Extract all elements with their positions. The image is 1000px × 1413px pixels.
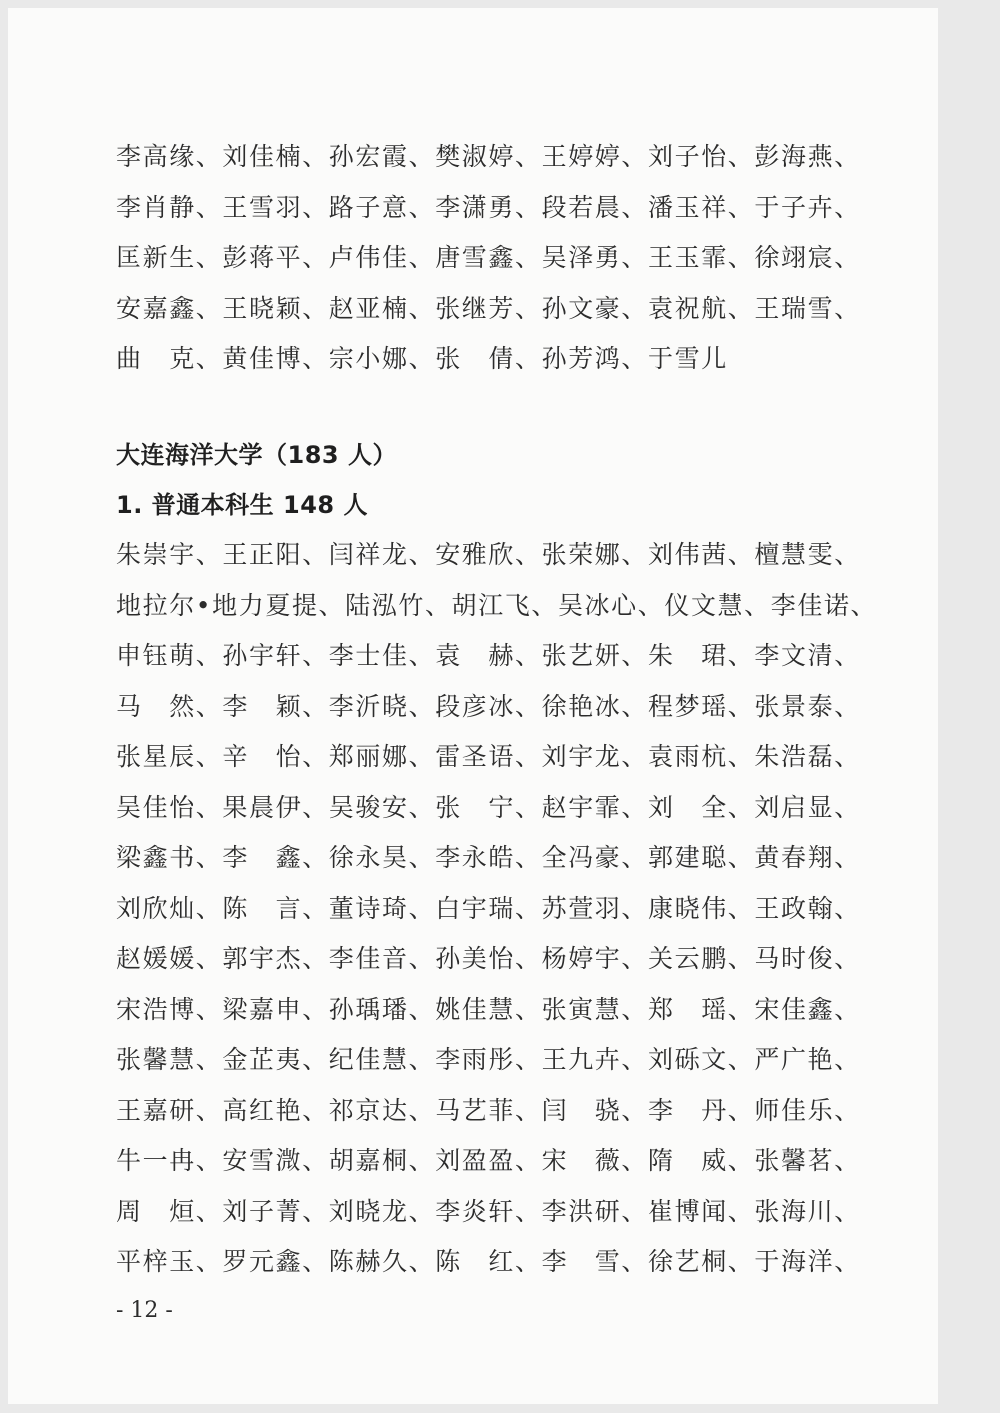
name-line: 赵媛媛、郭宇杰、李佳音、孙美怡、杨婷宇、关云鹏、马时俊、 <box>116 944 861 973</box>
name-line: 李肖静、王雪羽、路子意、李潇勇、段若晨、潘玉祥、于子卉、 <box>116 192 861 222</box>
name-line: 安嘉鑫、王晓颖、赵亚楠、张继芳、孙文豪、袁祝航、王瑞雪、 <box>116 293 861 323</box>
name-line: 张星辰、辛 怡、郑丽娜、雷圣语、刘宇龙、袁雨杭、朱浩磊、 <box>116 742 861 771</box>
document-page <box>8 8 938 1404</box>
name-line: 刘欣灿、陈 言、董诗琦、白宇瑞、苏萱羽、康晓伟、王政翰、 <box>116 893 861 923</box>
name-line: 梁鑫书、李 鑫、徐永昊、李永皓、全冯豪、郭建聪、黄春翔、 <box>116 843 861 872</box>
name-line: 朱崇宇、王正阳、闫祥龙、安雅欣、张荣娜、刘伟茜、檀慧雯、 <box>116 540 861 569</box>
name-line: 牛一冉、安雪溦、胡嘉桐、刘盈盈、宋 薇、隋 威、张馨茗、 <box>116 1146 861 1175</box>
name-line: 地拉尔•地力夏提、陆泓竹、胡江飞、吴冰心、仪文慧、李佳诺、 <box>116 590 878 620</box>
name-list-previous-section <box>116 132 916 385</box>
page-number: - 12 - <box>116 1298 173 1323</box>
name-line: 宋浩博、梁嘉申、孙瑀璠、姚佳慧、张寅慧、郑 瑶、宋佳鑫、 <box>116 994 861 1024</box>
name-line: 周 烜、刘子菁、刘晓龙、李炎轩、李洪研、崔博闻、张海川、 <box>116 1196 861 1226</box>
section-subtitle: 1. 普通本科生 148 人 <box>116 491 368 519</box>
name-line: 申钰萌、孙宇轩、李士佳、袁 赫、张艺妍、朱 珺、李文清、 <box>116 641 861 670</box>
section-title: 大连海洋大学（183 人） <box>116 441 397 469</box>
name-line: 平梓玉、罗元鑫、陈赫久、陈 红、李 雪、徐艺桐、于海洋、 <box>116 1247 861 1276</box>
name-line: 王嘉研、高红艳、祁京达、马艺菲、闫 骁、李 丹、师佳乐、 <box>116 1095 861 1125</box>
name-line: 匡新生、彭蒋平、卢伟佳、唐雪鑫、吴泽勇、王玉霏、徐翊宸、 <box>116 243 861 272</box>
name-line: 张馨慧、金芷夷、纪佳慧、李雨彤、王九卉、刘砾文、严广艳、 <box>116 1045 861 1074</box>
name-line: 马 然、李 颖、李沂晓、段彦冰、徐艳冰、程梦瑶、张景泰、 <box>116 691 861 721</box>
name-line: 李高缘、刘佳楠、孙宏霞、樊淑婷、王婷婷、刘子怡、彭海燕、 <box>116 142 861 171</box>
name-line: 吴佳怡、果晨伊、吴骏安、张 宁、赵宇霏、刘 全、刘启显、 <box>116 792 861 822</box>
section-dalian-ocean-university <box>116 430 916 1288</box>
name-line: 曲 克、黄佳博、宗小娜、张 倩、孙芳鸿、于雪儿 <box>116 344 728 373</box>
